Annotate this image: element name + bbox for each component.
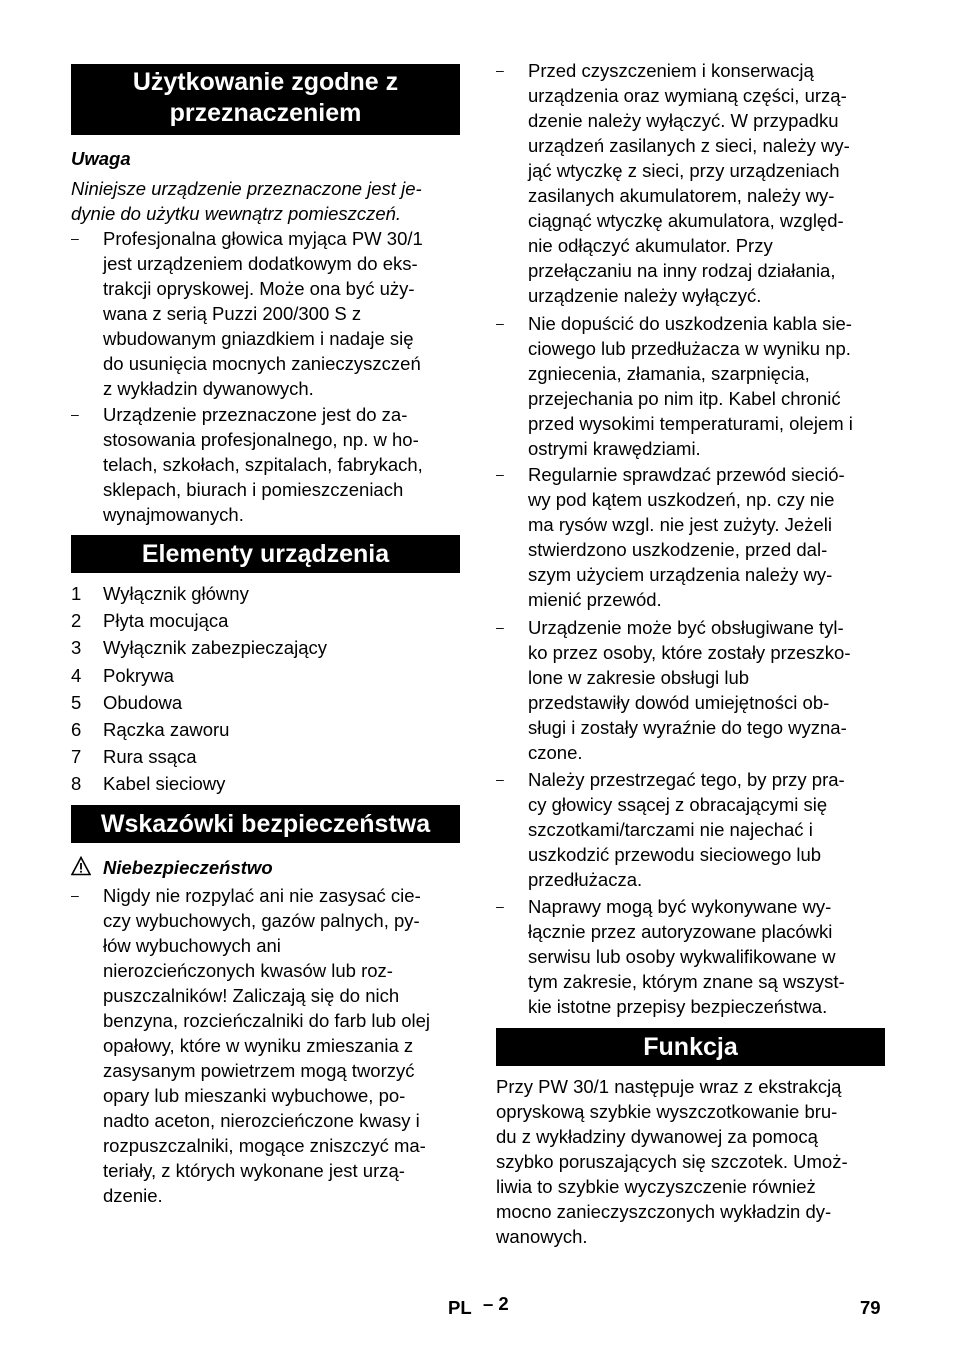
bullet-line: przedstawiły dowód umiejętności ob- [528,692,830,713]
bullet-line: do usunięcia mocnych zanieczyszczeń [103,353,421,374]
paragraph-line: wanowych. [496,1226,588,1247]
bullet-line: teriały, z których wykonane jest urzą- [103,1160,405,1181]
bullet-line: przedłużacza. [528,869,643,890]
bullet-line: przed wysokimi temperaturami, olejem i [528,413,853,434]
bullet-line: Nigdy nie rozpylać ani nie zasysać cie- [103,885,421,906]
heading-components: Elementy urządzenia [71,535,460,573]
note-line: Niniejsze urządzenie przeznaczone jest je- [71,178,422,199]
bullet-line: nierozcieńczonych kwasów lub roz- [103,960,393,981]
bullet-line: sługi i zostały wyraźnie do tego wyzna- [528,717,847,738]
bullet-dash: – [496,898,504,914]
component-number: 7 [71,746,82,768]
component-number: 4 [71,664,82,686]
bullet-line: serwisu lub osoby wykwalifikowane w [528,946,836,967]
bullet-line: cy głowicy ssącej z obracającymi się [528,794,828,815]
footer-language: PL [448,1297,472,1318]
bullet-line: zasysanym powietrzem mogą tworzyć [103,1060,415,1081]
paragraph-line: mocno zanieczyszczonych wykładzin dy- [496,1201,832,1222]
component-label: Płyta mocująca [103,610,229,632]
paragraph-line: Przy PW 30/1 następuje wraz z ekstrakcją [496,1076,842,1097]
bullet-line: mienić przewód. [528,589,662,610]
component-label: Obudowa [103,691,183,713]
bullet-dash: – [71,230,79,246]
bullet-dash: – [71,887,79,903]
bullet-line: opary lub mieszanki wybuchowe, po- [103,1085,406,1106]
paragraph-line: du z wykładziny dywanowej za pomocą [496,1126,818,1147]
paragraph-line: opryskową szybkie wyszczotkowanie bru- [496,1101,838,1122]
bullet-line: przejechania po nim itp. Kabel chronić [528,388,841,409]
warning-triangle-icon [71,856,91,876]
component-label: Rura ssąca [103,746,197,768]
heading-line: przeznaczeniem [169,99,362,127]
bullet-line: urządzenie należy wyłączyć. [528,285,762,306]
bullet-line: Urządzenie może być obsługiwane tyl- [528,617,844,638]
bullet-line: Urządzenie przeznaczone jest do za- [103,404,408,425]
bullet-line: rozpuszczalniki, mogące zniszczyć ma- [103,1135,426,1156]
paragraph-line: liwia to szybkie wyczyszczenie również [496,1176,816,1197]
bullet-line: zgniecenia, złamania, szarpnięcia, [528,363,810,384]
bullet-line: nadto aceton, nierozcieńczone kwasy i [103,1110,420,1131]
bullet-line: nie odłączyć akumulator. Przy [528,235,773,256]
bullet-line: czone. [528,742,583,763]
danger-title: Niebezpieczeństwo [103,857,273,878]
bullet-line: Naprawy mogą być wykonywane wy- [528,896,832,917]
bullet-line: zasilanych akumulatorem, należy wy- [528,185,835,206]
bullet-line: łącznie przez autoryzowane placówki [528,921,833,942]
bullet-dash: – [496,62,504,78]
component-number: 2 [71,610,82,632]
bullet-line: szczotkami/tarczami nie najechać i [528,819,813,840]
bullet-line: Regularnie sprawdzać przewód sieció- [528,464,845,485]
bullet-line: czy wybuchowych, gazów palnych, py- [103,910,420,931]
bullet-line: przełączaniu na inny rodzaj działania, [528,260,836,281]
bullet-line: ciowego lub przedłużacza w wyniku np. [528,338,851,359]
bullet-line: Należy przestrzegać tego, by przy pra- [528,769,845,790]
bullet-line: urządzenia oraz wymianą części, urzą- [528,85,847,106]
component-number: 1 [71,583,82,604]
bullet-dash: – [496,466,504,482]
paragraph-line: szybko poruszających się szczotek. Umoż- [496,1151,848,1172]
bullet-line: trakcji opryskowej. Może ona być uży- [103,278,415,299]
bullet-line: ciągnąć wtyczkę akumulatora, względ- [528,210,844,231]
bullet-line: wynajmowanych. [103,504,244,525]
heading-intended-use [71,64,460,135]
component-number: 8 [71,773,82,795]
bullet-line: wbudowanym gniazdkiem i nadaje się [103,328,414,349]
note-line: dynie do użytku wewnątrz pomieszczeń. [71,203,402,224]
bullet-dash: – [496,315,504,331]
bullet-line: łów wybuchowych ani [103,935,281,956]
bullet-line: Przed czyszczeniem i konserwacją [528,60,814,81]
bullet-line: wy pod kątem uszkodzeń, np. czy nie [528,489,835,510]
note-title: Uwaga [71,148,131,169]
bullet-line: Nie dopuścić do uszkodzenia kabla sie- [528,313,852,334]
bullet-line: z wykładzin dywanowych. [103,378,314,399]
component-number: 3 [71,637,82,659]
footer-page-number: 79 [860,1297,881,1318]
bullet-line: stosowania profesjonalnego, np. w ho- [103,429,419,450]
bullet-line: ma rysów wzgl. nie jest zużyty. Jeżeli [528,514,832,535]
bullet-line: ostrymi krawędziami. [528,438,701,459]
bullet-line: uszkodzić przewodu sieciowego lub [528,844,822,865]
component-label: Wyłącznik główny [103,583,249,604]
bullet-line: stwierdzono uszkodzenie, przed dal- [528,539,828,560]
bullet-line: szym użyciem urządzenia należy wy- [528,564,833,585]
heading-function: Funkcja [496,1028,885,1066]
bullet-line: dzenie. [103,1185,163,1206]
component-number: 6 [71,719,82,740]
bullet-dash: – [496,619,504,635]
bullet-line: jąć wtyczkę z sieci, przy urządzeniach [528,160,840,181]
bullet-line: dzenie należy wyłączyć. W przypadku [528,110,839,131]
bullet-dash: – [71,406,79,422]
bullet-line: tym zakresie, którym znane są wszyst- [528,971,845,992]
heading-safety: Wskazówki bezpieczeństwa [71,805,460,843]
bullet-line: benzyna, rozcieńczalniki do farb lub olej [103,1010,431,1031]
heading-line: Użytkowanie zgodne z [132,68,399,96]
bullet-line: puszczalników! Zaliczają się do nich [103,985,400,1006]
component-label: Pokrywa [103,664,174,686]
bullet-line: jest urządzeniem dodatkowym do eks- [103,253,418,274]
bullet-line: Profesjonalna głowica myjąca PW 30/1 [103,228,423,249]
bullet-line: sklepach, biurach i pomieszczeniach [103,479,404,500]
bullet-line: wana z serią Puzzi 200/300 S z [103,303,362,324]
bullet-line: urządzeń zasilanych z sieci, należy wy- [528,135,850,156]
footer-local-page: – 2 [483,1293,509,1314]
component-label: Wyłącznik zabezpieczający [103,637,327,659]
bullet-line: ko przez osoby, które zostały przeszko- [528,642,851,663]
bullet-line: lone w zakresie obsługi lub [528,667,750,688]
bullet-line: kie istotne przepisy bezpieczeństwa. [528,996,828,1017]
component-label: Kabel sieciowy [103,773,226,795]
bullet-line: telach, szkołach, szpitalach, fabrykach, [103,454,423,475]
bullet-line: opałowy, które w wyniku zmieszania z [103,1035,414,1056]
bullet-dash: – [496,771,504,787]
component-number: 5 [71,691,82,713]
component-label: Rączka zaworu [103,719,230,740]
